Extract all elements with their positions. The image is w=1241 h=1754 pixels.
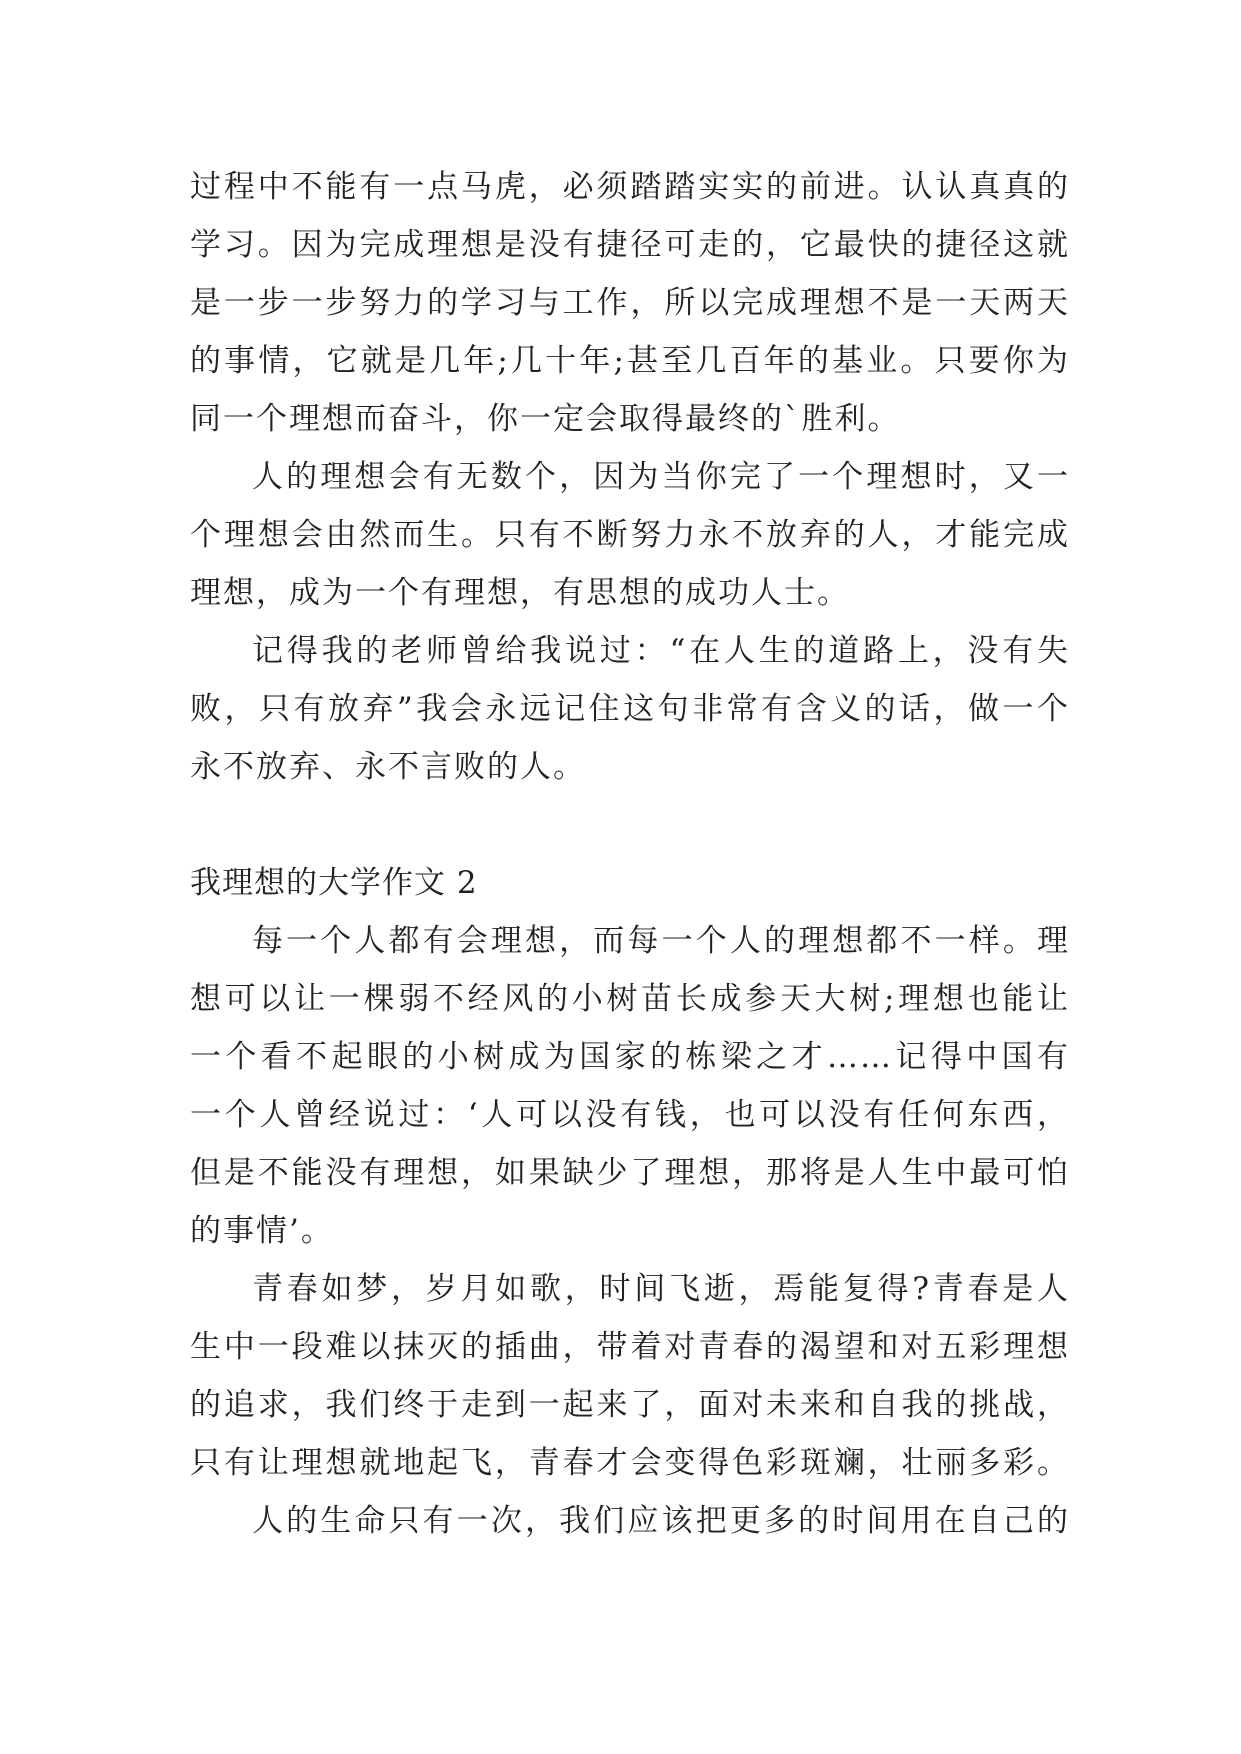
paragraph-line: 人的生命只有一次，我们应该把更多的时间用在自己的 bbox=[252, 1503, 1070, 1539]
paragraph-line: 的事情，它就是几年;几十年;甚至几百年的基业。只要你为 bbox=[190, 343, 1070, 379]
paragraph-line: 的追求，我们终于走到一起来了，面对未来和自我的挑战， bbox=[190, 1387, 1070, 1423]
paragraph-line: 青春如梦，岁月如歌，时间飞逝，焉能复得?青春是人 bbox=[252, 1271, 1070, 1307]
paragraph-line: 理想，成为一个有理想，有思想的成功人士。 bbox=[190, 575, 850, 611]
paragraph-line: 人的理想会有无数个，因为当你完了一个理想时，又一 bbox=[252, 459, 1070, 495]
paragraph-line: 过程中不能有一点马虎，必须踏踏实实的前进。认认真真的 bbox=[190, 169, 1070, 205]
paragraph-line: 每一个人都有会理想，而每一个人的理想都不一样。理 bbox=[252, 923, 1070, 959]
section-heading: 我理想的大学作文 2 bbox=[190, 865, 478, 901]
paragraph-line: 是一步一步努力的学习与工作，所以完成理想不是一天两天 bbox=[190, 285, 1070, 321]
paragraph-line: 学习。因为完成理想是没有捷径可走的，它最快的捷径这就 bbox=[190, 227, 1070, 263]
paragraph-line: 永不放弃、永不言败的人。 bbox=[190, 749, 586, 785]
paragraph-line: 一个看不起眼的小树成为国家的栋梁之才……记得中国有 bbox=[190, 1039, 1070, 1075]
paragraph-line: 的事情’。 bbox=[190, 1213, 334, 1249]
paragraph-line: 想可以让一棵弱不经风的小树苗长成参天大树;理想也能让 bbox=[190, 981, 1070, 1017]
paragraph-line: 但是不能没有理想，如果缺少了理想，那将是人生中最可怕 bbox=[190, 1155, 1070, 1191]
paragraph-line: 生中一段难以抹灭的插曲，带着对青春的渴望和对五彩理想 bbox=[190, 1329, 1070, 1365]
paragraph-line: 记得我的老师曾给我说过：“在人生的道路上，没有失 bbox=[252, 633, 1070, 669]
paragraph-line: 败，只有放弃”我会永远记住这句非常有含义的话，做一个 bbox=[190, 691, 1070, 727]
paragraph-line: 同一个理想而奋斗，你一定会取得最终的`胜利。 bbox=[190, 401, 901, 437]
paragraph-line: 个理想会由然而生。只有不断努力永不放弃的人，才能完成 bbox=[190, 517, 1070, 553]
paragraph-line: 只有让理想就地起飞，青春才会变得色彩斑斓，壮丽多彩。 bbox=[190, 1445, 1070, 1481]
paragraph-line: 一个人曾经说过：‘人可以没有钱，也可以没有任何东西， bbox=[190, 1097, 1070, 1133]
